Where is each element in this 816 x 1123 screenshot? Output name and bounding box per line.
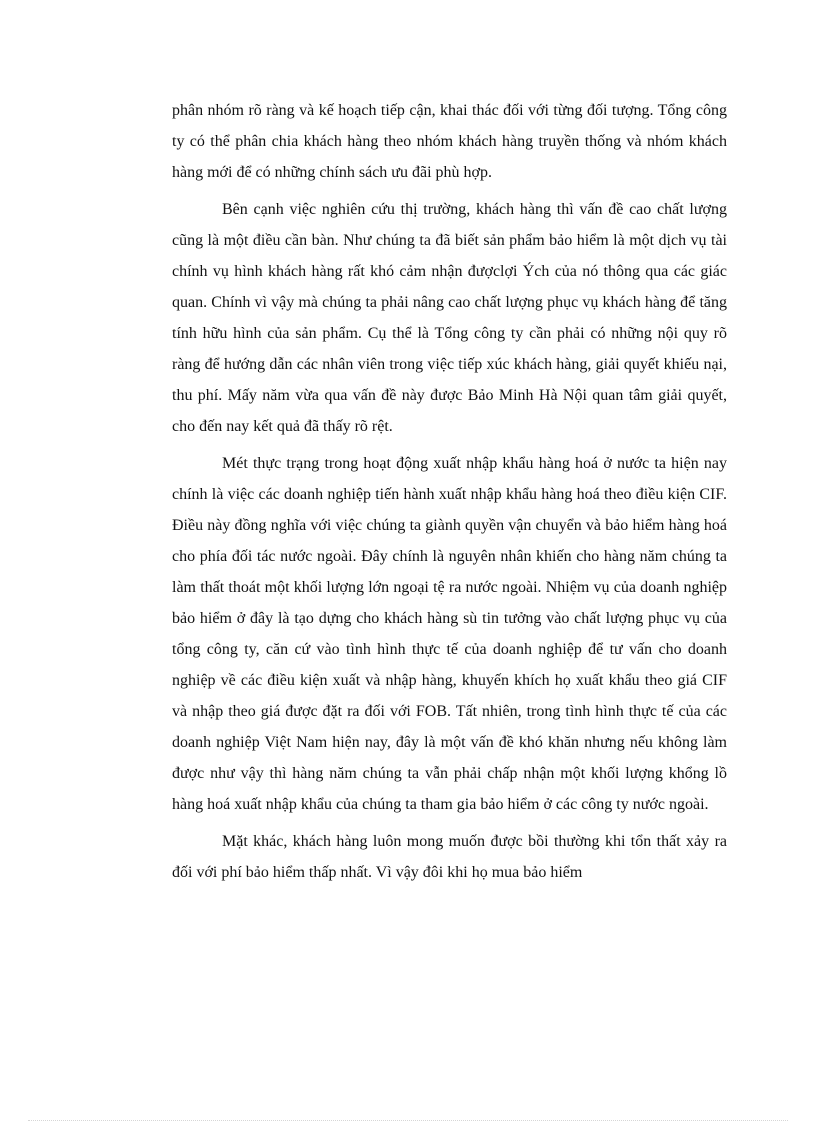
paragraph-compensation: Mặt khác, khách hàng luôn mong muốn được bồi thường khi tổn thất xảy ra đối với phí bảo hiểm thấp nhất. Vì vậy đôi khi họ mua bảo hiểm	[172, 833, 727, 881]
paragraph-cif-trade: Mét thực trạng trong hoạt động xuất nhập khẩu hàng hoá ở nước ta hiện nay chính là việc các doanh nghiệp tiến hành xuất nhập khẩu hàng hoá theo điều kiện CIF. Điều này đồng nghĩa với việc chúng ta giành quyền vận chuyển và bảo hiểm hàng hoá cho phía đối tác nước ngoài. Đây chính là nguyên nhân khiến cho hàng năm chúng ta làm thất thoát một khối lượng lớn ngoại tệ ra nước ngoài. Nhiệm vụ của doanh nghiệp bảo hiểm ở đây là tạo dựng cho khách hàng sù tin tưởng vào chất lượng phục vụ của tổng công ty, căn cứ vào tình hình thực tế của doanh nghiệp để tư vấn cho doanh nghiệp về các điều kiện xuất và nhập hàng, khuyến khích họ xuất khẩu theo giá CIF và nhập theo giá được đặt ra đối với FOB. Tất nhiên, trong tình hình thực tế của các doanh nghiệp Việt Nam hiện nay, đây là một vấn đề khó khăn nhưng nếu không làm được như vậy thì hàng năm chúng ta vẫn phải chấp nhận một khối lượng khổng lồ hàng hoá xuất nhập khẩu của chúng ta tham gia bảo hiểm ở các công ty nước ngoài.	[172, 455, 727, 813]
page-bottom-divider	[28, 1120, 788, 1121]
body-text	[172, 95, 727, 894]
paragraph-continuation: phân nhóm rõ ràng và kế hoạch tiếp cận, khai thác đối với từng đối tượng. Tổng công ty có thể phân chia khách hàng theo nhóm khách hàng truyền thống và nhóm khách hàng mới để có những chính sách ưu đãi phù hợp.	[172, 102, 727, 181]
paragraph-service-quality: Bên cạnh việc nghiên cứu thị trường, khách hàng thì vấn đề cao chất lượng cũng là một điều cần bàn. Như chúng ta đã biết sản phẩm bảo hiểm là một dịch vụ tài chính vụ hình khách hàng rất khó cảm nhận đượclợi Ých của nó thông qua các giác quan. Chính vì vậy mà chúng ta phải nâng cao chất lượng phục vụ khách hàng để tăng tính hữu hình của sản phẩm. Cụ thể là Tổng công ty cần phải có những nội quy rõ ràng để hướng dẫn các nhân viên trong việc tiếp xúc khách hàng, giải quyết khiếu nại, thu phí. Mấy năm vừa qua vấn đề này được Bảo Minh Hà Nội quan tâm giải quyết, cho đến nay kết quả đã thấy rõ rệt.	[172, 201, 727, 435]
